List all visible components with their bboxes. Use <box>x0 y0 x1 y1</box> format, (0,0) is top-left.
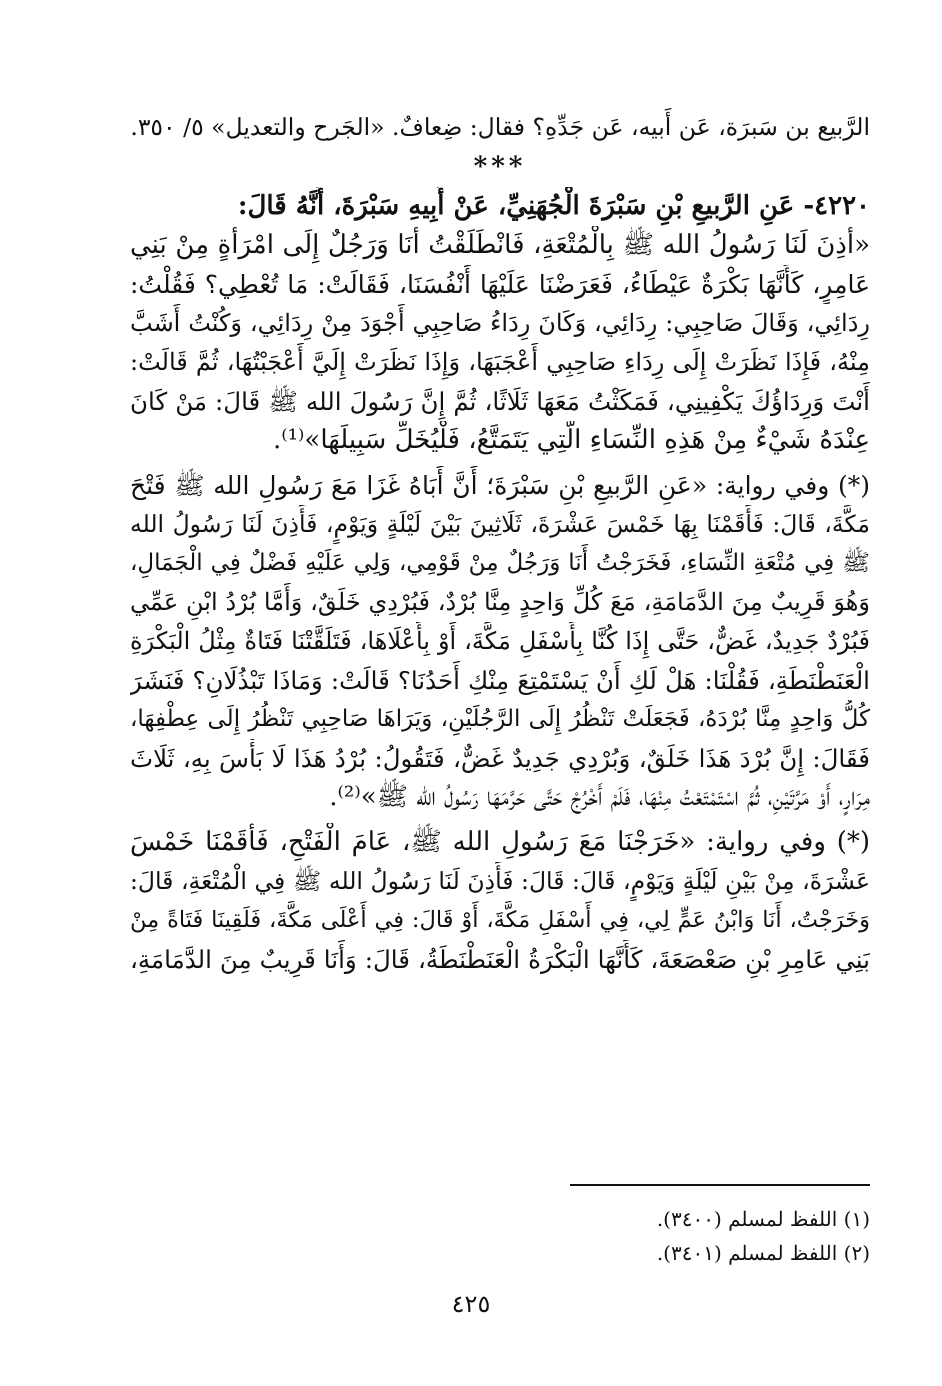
text-line: وَخَرَجْتُ، أَنَا وَابْنُ عَمٍّ لِي، فِي أَسْفَلِ مَكَّةَ، أَوْ قَالَ: فِي أَعْلَى مَكَّةَ، فَلَقِينَا فَتَاةً مِنْ <box>130 907 870 933</box>
text-line: مَكَّةَ، قَالَ: فَأَقَمْنَا بِهَا خَمْسَ عَشْرَةَ، ثَلَاثِينَ بَيْنَ لَيْلَةٍ وَيَوْمٍ، فَأَذِنَ لَنَا رَسُولُ الله <box>130 510 870 538</box>
text-line: كُلُّ وَاحِدٍ مِنَّا بُرْدَهُ، فَجَعَلَتْ تَنْظُرُ إِلَى الرَّجُلَيْنِ، وَيَرَاهَا صَاحِبِي تَنْظُرُ إِلَى عِطْفِهَا، <box>130 706 870 732</box>
text-line: بَنِي عَامِرِ بْنِ صَعْصَعَةَ، كَأَنَّهَا الْبَكْرَةُ الْعَنَطْنَطَةُ، قَالَ: وَأَنَا قَرِيبٌ مِنَ الدَّمَامَةِ، <box>130 945 870 974</box>
riwaya-2 <box>130 823 870 979</box>
text-line: (*) وفي رواية: «عَنِ الرَّبيعِ بْنِ سَبْرَةَ؛ أَنَّ أَبَاهُ غَزَا مَعَ رَسُولِ الله ﷺ فَتْحَ <box>130 471 870 500</box>
text-line: فَقَالَ: إِنَّ بُرْدَ هَذَا خَلَقٌ، وَبُرْدِي جَدِيدٌ غَضٌّ، فَتَقُولُ: بُرْدُ هَذَا لَا بَأْسَ بِهِ، ثَلَاثَ <box>130 744 870 773</box>
footnote-divider <box>570 1184 870 1186</box>
page-number: ٤٢٥ <box>451 1290 491 1318</box>
riwaya-1 <box>130 466 870 817</box>
text-line: (*) وفي رواية: «خَرَجْنَا مَعَ رَسُولِ الله ﷺ، عَامَ الْفَتْحِ، فَأَقَمْنَا خَمْسَ <box>130 827 870 857</box>
text-line: عَشْرَةَ، مِنْ بَيْنِ لَيْلَةٍ وَيَوْمٍ، قَالَ: قَالَ: فَأَذِنَ لَنَا رَسُولُ الله ﷺ فِي الْمُتْعَةِ، قَالَ: <box>130 867 870 895</box>
intro-line: الرَّبيع بن سَبرَة، عَن أَبيه، عَن جَدِّهِ؟ فقال: ضِعافٌ. «الجَرح والتعديل» ٥/ ٣٥٠. <box>130 113 870 141</box>
text-line: «أَذِنَ لَنَا رَسُولُ الله ﷺ بِالْمُتْعَةِ، فَانْطَلَقْتُ أَنَا وَرَجُلٌ إِلَى امْرَأَةٍ مِنْ بَنِي <box>130 230 870 260</box>
text-line: مِرَارٍ، أَوْ مَرَّتَيْنِ، ثُمَّ اسْتَمْتَعْتُ مِنْهَا، فَلَمْ أَخْرُجْ حَتَّى حَرَّمَهَا رَسُولُ الله ﷺ»⁽²⁾. <box>329 782 870 812</box>
text-line: الْعَنَطْنَطَةِ، فَقُلْنَا: هَلْ لَكِ أَنْ يَسْتَمْتِعَ مِنْكِ أَحَدُنَا؟ قَالَتْ: وَمَاذَا تَبْذُلَانِ؟ فَنَشَرَ <box>130 666 870 695</box>
text-line: وَهُوَ قَرِيبٌ مِنَ الدَّمَامَةِ، مَعَ كُلِّ وَاحِدٍ مِنَّا بُرْدٌ، فَبُرْدِي خَلَقٌ، وَأَمَّا بُرْدُ ابْنِ عَمِّي <box>130 588 870 616</box>
text-line: أَنْتَ وَرِدَاؤُكَ يَكْفِينِي، فَمَكَثْتُ مَعَهَا ثَلَاثًا، ثُمَّ إِنَّ رَسُولَ الله ﷺ قَالَ: مَنْ كَانَ <box>130 387 870 416</box>
footnote-2: (٢) اللفظ لمسلم (٣٤٠١). <box>656 1241 870 1265</box>
hadith-heading: ٤٢٢٠- عَنِ الرَّبيعِ بْنِ سَبْرَةَ الْجُهَنِيِّ، عَنْ أَبِيهِ سَبْرَةَ، أَنَّهُ قَالَ: <box>237 191 870 221</box>
text-line: فَبُرْدٌ جَدِيدٌ، غَضٌّ، حَتَّى إِذَا كُنَّا بِأَسْفَلِ مَكَّةَ، أَوْ بِأَعْلَاهَا، فَتَلَقَّتْنَا فَتَاةٌ مِثْلُ الْبَكْرَةِ <box>130 627 870 655</box>
text-line: ﷺ فِي مُتْعَةِ النِّسَاءِ، فَخَرَجْتُ أَنَا وَرَجُلٌ مِنْ قَوْمِي، وَلِي عَلَيْهِ فَضْلٌ فِي الْجَمَالِ، <box>130 550 870 576</box>
text-line: عَامِرٍ، كَأَنَّهَا بَكْرَةٌ عَيْطَاءُ، فَعَرَضْنَا عَلَيْهَا أَنْفُسَنَا، فَقَالَتْ: مَا تُعْطِي؟ فَقُلْتُ: <box>130 270 870 299</box>
footnote-1: (١) اللفظ لمسلم (٣٤٠٠). <box>656 1207 870 1231</box>
section-separator: *** <box>473 152 527 182</box>
text-line: مِنْهُ، فَإِذَا نَظَرَتْ إِلَى رِدَاءِ صَاحِبِي أَعْجَبَهَا، وَإِذَا نَظَرَتْ إِلَيَّ أَعْجَبْتُهَا، ثُمَّ قَالَتْ: <box>130 348 870 376</box>
footnotes <box>130 1202 870 1270</box>
hadith-4220 <box>130 187 870 460</box>
text-line: رِدَائِي، وَقَالَ صَاحِبِي: رِدَائِي، وَكَانَ رِدَاءُ صَاحِبِي أَجْوَدَ مِنْ رِدَائِي، وَكُنْتُ أَشَبَّ <box>130 309 870 337</box>
text-line: عِنْدَهُ شَيْءٌ مِنْ هَذِهِ النِّسَاءِ الَّتِي يَتَمَتَّعُ، فَلْيُخَلِّ سَبِيلَهَا»⁽¹⁾. <box>272 425 870 455</box>
